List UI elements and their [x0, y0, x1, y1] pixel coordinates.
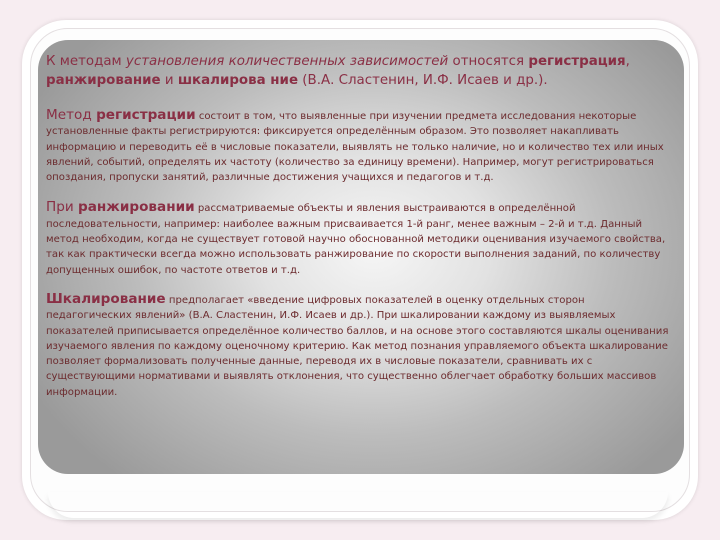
intro-sep-1: , [625, 54, 630, 69]
intro-text-1: К методам [46, 54, 126, 69]
slide-content [46, 52, 672, 400]
slide-panel [38, 40, 684, 474]
term-ranking: ранжирование [46, 73, 161, 88]
ranking-paragraph [46, 200, 672, 277]
scaling-paragraph [46, 292, 672, 400]
scaling-text: предполагает «введение цифровых показателей в оценку отдельных сторон педагогических явлений» (В.А. Сластенин, И.Ф. Исаев и др.). При шкалировании каждому из выявляемых показателей приписывается определённое количество баллов, и на основе этого составляются шкалы оценивания изучаемого явления по каждому оценочному критерию. Как метод познания управляемого объекта шкалирование позволяет формализовать полученные данные, переводя их в числовые показатели, сравнивать их с существующими нормативами и выявлять отклонения, что существенно облегчает обработку больших массивов информации. [46, 294, 669, 398]
ranking-text: рассматриваемые объекты и явления выстраиваются в определённой последовательности, например: наиболее важным присваивается 1-й ранг, менее важным – 2-й и т.д. Данный метод необходим, когда не существует готовой научно обоснованной методики оценивания изучаемого свойства, так как практически всегда можно использовать ранжирование по скорости выполнения заданий, по количеству допущенных ошибок, по частоте ответов и т.д. [46, 203, 666, 276]
term-scaling: шкалирова ние [177, 73, 299, 88]
intro-italic-phrase: установления количественных зависимостей [125, 54, 449, 69]
intro-paragraph [46, 52, 672, 90]
registration-text: состоит в том, что выявленные при изучении предмета исследования некоторые установленные факты регистрируются: фиксируется определённым образом. Это позволяет накапливать информацию и переводить её в числовые показатели, выявлять не только наличие, но и количество тех или иных явлений, событий, определять их частоту (количество за единицу времени). Например, могут регистрироваться опоздания, пропуски занятий, различные достижения учащихся и педагогов и т.д. [46, 111, 664, 184]
registration-term: регистрации [96, 107, 196, 123]
ranking-lead: При [46, 199, 79, 216]
intro-text-2: относятся [448, 54, 529, 69]
ranking-term: ранжировании [78, 199, 195, 216]
intro-citation: (В.А. Сластенин, И.Ф. Исаев и др.). [298, 73, 548, 88]
registration-paragraph [46, 108, 672, 185]
intro-sep-2: и [160, 73, 178, 88]
scaling-term: Шкалирование [46, 290, 166, 307]
frame-shadow [48, 492, 668, 518]
registration-lead: Метод [46, 107, 97, 123]
term-registration: регистрация [528, 54, 626, 69]
